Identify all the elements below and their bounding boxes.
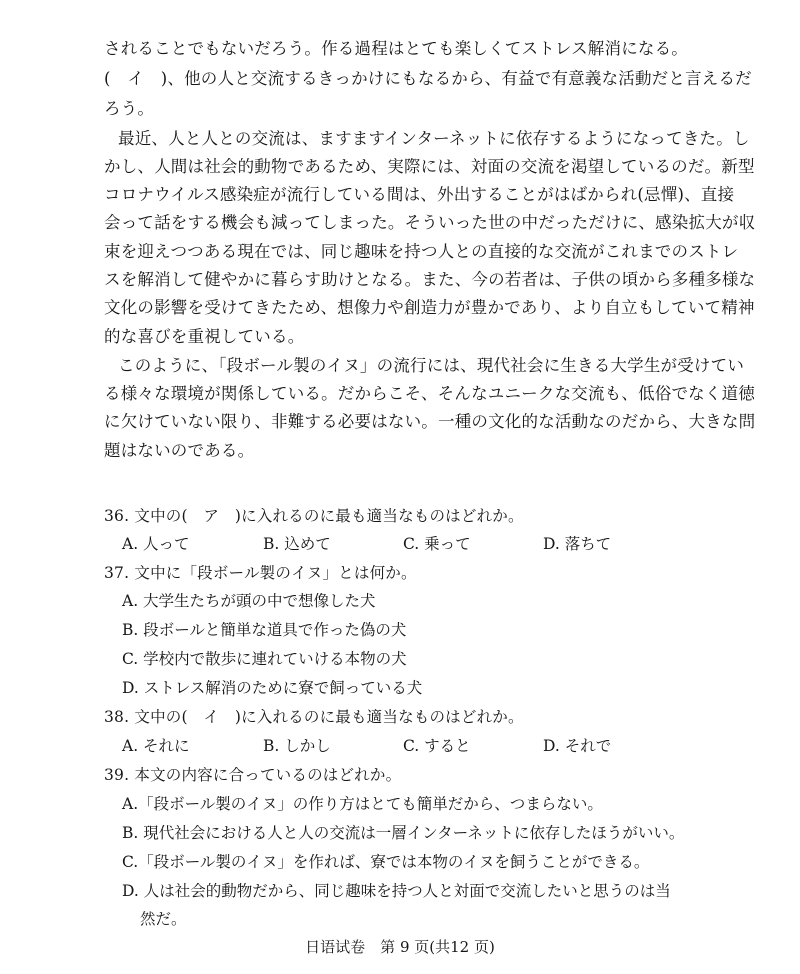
- passage-line: スを解消して健やかに暮らす助けとなる。また、今の若者は、子供の頃から多種多様な: [104, 270, 756, 289]
- passage-line: かし、人間は社会的動物であるため、実際には、対面の交流を渇望しているのだ。新型: [104, 157, 755, 176]
- passage-line: 会って話をする機会も減ってしまった。そういった世の中だっただけに、感染拡大が収: [104, 213, 756, 232]
- option-d[interactable]: D. 落ちて: [543, 535, 612, 553]
- option-a[interactable]: A. 人って: [122, 535, 190, 553]
- passage-line: ろう。: [104, 99, 155, 118]
- option-d[interactable]: D. ストレス解消のために寮で飼っている犬: [122, 679, 423, 697]
- passage-line: されることでもないだろう。作る過程はとても楽しくてストレス解消になる。: [104, 39, 689, 58]
- passage-line: 的な喜びを重視している。: [104, 327, 305, 346]
- option-d-continuation: 然だ。: [140, 910, 187, 928]
- option-a[interactable]: A. 大学生たちが頭の中で想像した犬: [122, 592, 376, 610]
- passage-line: ( イ )、他の人と交流するきっかけにもなるから、有益で有意義な活動だと言えるだ: [104, 69, 752, 88]
- option-c[interactable]: C. すると: [403, 737, 471, 755]
- passage-line: 題はないのである。: [104, 441, 255, 460]
- passage-line: 文化の影響を受けてきたため、想像力や創造力が豊かであり、より自立もしていて精神: [104, 298, 755, 317]
- option-b[interactable]: B. 現代社会における人と人の交流は一層インターネットに依存したほうがいい。: [122, 824, 685, 842]
- page-footer: 日语试卷 第 9 页(共12 页): [305, 938, 495, 956]
- question-stem: 39. 本文の内容に合っているのはどれか。: [104, 766, 402, 784]
- passage-line: コロナウイルス感染症が流行している間は、外出することがはばかられ(忌憚)、直接: [104, 185, 735, 204]
- question-stem: 37. 文中に「段ボール製のイヌ」とは何か。: [104, 564, 417, 582]
- passage-line: る様々な環境が関係している。だからこそ、そんなユニークな交流も、低俗でなく道徳: [104, 384, 755, 403]
- option-b[interactable]: B. 段ボールと簡単な道具で作った偽の犬: [122, 621, 407, 639]
- option-d[interactable]: D. それで: [543, 737, 612, 755]
- passage-line: このように、「段ボール製のイヌ」の流行には、現代社会に生きる大学生が受けてい: [118, 356, 745, 375]
- option-b[interactable]: B. 込めて: [263, 535, 331, 553]
- option-c[interactable]: C. 学校内で散歩に連れていける本物の犬: [122, 650, 407, 668]
- question-stem: 36. 文中の( ア )に入れるのに最も適当なものはどれか。: [104, 507, 524, 525]
- passage-line: 束を迎えつつある現在では、同じ趣味を持つ人との直接的な交流がこれまでのストレ: [104, 242, 739, 261]
- option-c[interactable]: C.「段ボール製のイヌ」を作れば、寮では本物のイヌを飼うことができる。: [122, 853, 650, 871]
- option-c[interactable]: C. 乗って: [403, 535, 471, 553]
- option-d[interactable]: D. 人は社会的動物だから、同じ趣味を持つ人と対面で交流したいと思うのは当: [122, 882, 671, 900]
- option-b[interactable]: B. しかし: [263, 737, 331, 755]
- option-a[interactable]: A.「段ボール製のイヌ」の作り方はとても簡単だから、つまらない。: [122, 795, 603, 813]
- passage-line: 最近、人と人との交流は、ますますインターネットに依存するようになってきた。し: [118, 129, 750, 148]
- option-a[interactable]: A. それに: [122, 737, 190, 755]
- question-stem: 38. 文中の( イ )に入れるのに最も適当なものはどれか。: [104, 708, 524, 726]
- passage-line: に欠けていない限り、非難する必要はない。一種の文化的な活動なのだから、大きな問: [104, 412, 756, 431]
